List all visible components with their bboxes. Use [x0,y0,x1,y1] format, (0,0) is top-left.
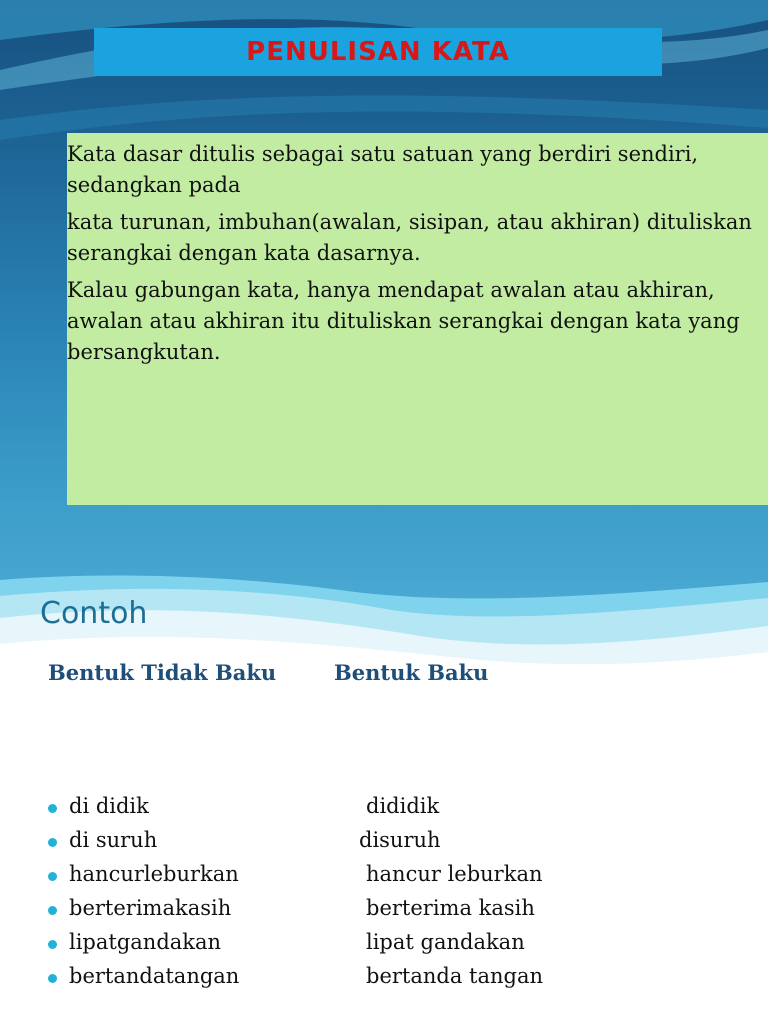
paragraph-1: Kata dasar ditulis sebagai satu satuan yang berdiri sendiri, sedangkan pada [67,142,699,197]
standard-word: hancur leburkan [366,862,543,886]
bullet-icon [48,804,57,813]
page-title: PENULISAN KATA [246,37,510,67]
non-standard-word: hancurleburkan [69,862,239,886]
examples-list [48,792,748,996]
bullet-icon [48,838,57,847]
list-item [48,928,748,962]
contoh-heading: Contoh [40,596,148,631]
paragraph-3: Kalau gabungan kata, hanya mendapat awalan atau akhiran, awalan atau akhiran itu dituliskan serangkai dengan kata yang bersangkutan. [67,278,740,364]
list-item [48,962,748,996]
title-banner [94,28,662,76]
column-header-standard: Bentuk Baku [334,660,489,685]
non-standard-word: berterimakasih [69,896,232,920]
non-standard-word: di suruh [69,828,158,852]
list-item [48,860,748,894]
bullet-icon [48,906,57,915]
list-item [48,826,748,860]
non-standard-word: bertandatangan [69,964,240,988]
standard-word: bertanda tangan [366,964,544,988]
non-standard-word: di didik [69,794,149,818]
standard-word: disuruh [359,828,441,852]
standard-word: lipat gandakan [366,930,525,954]
column-header-non-standard: Bentuk Tidak Baku [48,660,277,685]
bullet-icon [48,872,57,881]
non-standard-word: lipatgandakan [69,930,222,954]
bullet-icon [48,974,57,983]
explanation-box [67,133,768,505]
paragraph-2: kata turunan, imbuhan(awalan, sisipan, atau akhiran) dituliskan serangkai dengan kata dasarnya. [67,210,752,265]
list-item [48,792,748,826]
standard-word: dididik [366,794,440,818]
bullet-icon [48,940,57,949]
list-item [48,894,748,928]
standard-word: berterima kasih [366,896,535,920]
